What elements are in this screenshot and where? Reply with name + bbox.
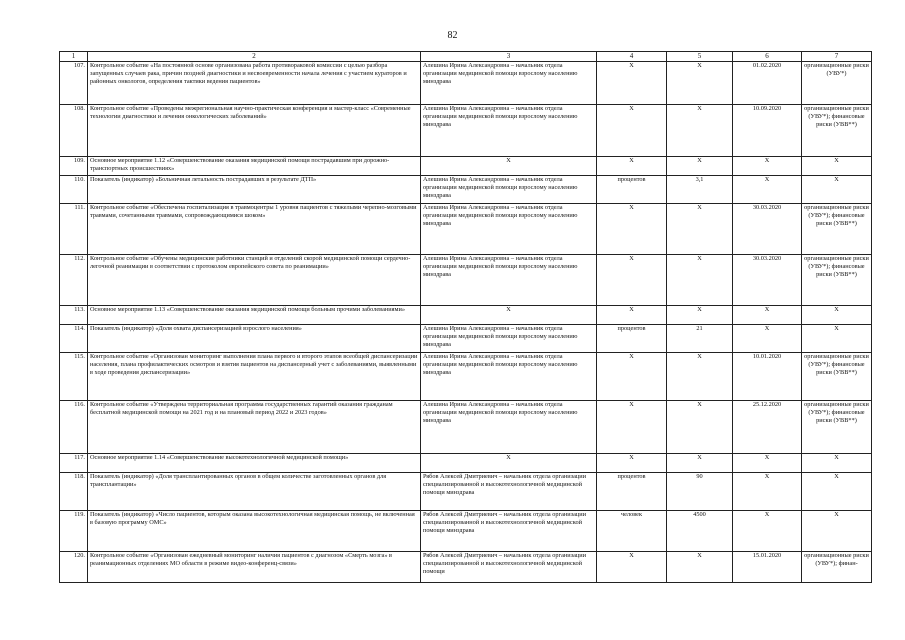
responsible: Рябов Алексей Дмитриевич – начальник отдела организации специализированной и высокотехнологичной медицинской помощи минздрава xyxy=(421,473,597,511)
responsible: Алешина Ирина Александровна – начальник отдела организации медицинской помощи взрослому населению минздрава xyxy=(421,353,597,401)
risk: X xyxy=(802,157,872,176)
date: 30.03.2020 xyxy=(733,255,802,306)
col-header: 6 xyxy=(733,52,802,62)
date: X xyxy=(733,454,802,473)
table-row xyxy=(60,306,872,325)
table-row xyxy=(60,176,872,204)
col-header: 5 xyxy=(667,52,733,62)
row-number: 119. xyxy=(60,511,88,552)
responsible: Алешина Ирина Александровна – начальник отдела организации медицинской помощи взрослому населению минздрава xyxy=(421,62,597,105)
unit: X xyxy=(597,552,667,583)
date: X xyxy=(733,473,802,511)
risk: X xyxy=(802,454,872,473)
row-number: 109. xyxy=(60,157,88,176)
risk: организационные риски (УВУ*); финансовые риски (УВВ**) xyxy=(802,353,872,401)
unit: процентов xyxy=(597,325,667,353)
table-row xyxy=(60,353,872,401)
row-number: 108. xyxy=(60,105,88,157)
row-number: 107. xyxy=(60,62,88,105)
risk: организационные риски (УВУ*); финан- xyxy=(802,552,872,583)
row-number: 110. xyxy=(60,176,88,204)
risk: организационные риски (УВУ*); финансовые риски (УВВ**) xyxy=(802,401,872,454)
risk: организационные риски (УВУ*); финансовые риски (УВВ**) xyxy=(802,204,872,255)
row-number: 111. xyxy=(60,204,88,255)
measures-table xyxy=(59,51,872,583)
row-number: 117. xyxy=(60,454,88,473)
unit: X xyxy=(597,105,667,157)
table-row xyxy=(60,552,872,583)
date: X xyxy=(733,157,802,176)
table-row xyxy=(60,325,872,353)
unit: X xyxy=(597,204,667,255)
responsible: Алешина Ирина Александровна – начальник отдела организации медицинской помощи взрослому населению минздрава xyxy=(421,255,597,306)
value: X xyxy=(667,204,733,255)
event-text: Контрольное событие «Организован ежедневный мониторинг наличия пациентов с диагнозом «Смерть мозга» в реанимационных отделениях МО области в режиме видео-конференц-связи» xyxy=(88,552,421,583)
event-text: Показатель (индикатор) «Доля охвата диспансеризацией взрослого населения» xyxy=(88,325,421,353)
event-text: Основное мероприятие 1.12 «Совершенствование оказания медицинской помощи пострадавшим при дорожно-транспортных происшествиях» xyxy=(88,157,421,176)
table-row xyxy=(60,454,872,473)
row-number: 118. xyxy=(60,473,88,511)
col-header: 1 xyxy=(60,52,88,62)
value: 3,1 xyxy=(667,176,733,204)
col-header: 7 xyxy=(802,52,872,62)
unit: X xyxy=(597,454,667,473)
table-row xyxy=(60,204,872,255)
table-row xyxy=(60,511,872,552)
event-text: Показатель (индикатор) «Число пациентов, которым оказана высокотехнологичная медицинская помощь, не включенная в базовую программу ОМС» xyxy=(88,511,421,552)
responsible: X xyxy=(421,157,597,176)
responsible: Алешина Ирина Александровна – начальник отдела организации медицинской помощи взрослому населению минздрава xyxy=(421,105,597,157)
responsible: Алешина Ирина Александровна – начальник отдела организации медицинской помощи взрослому населению минздрава xyxy=(421,401,597,454)
unit: X xyxy=(597,157,667,176)
responsible: Рябов Алексей Дмитриевич – начальник отдела организации специализированной и высокотехнологичной медицинской помощи xyxy=(421,552,597,583)
unit: процентов xyxy=(597,473,667,511)
row-number: 115. xyxy=(60,353,88,401)
date: 25.12.2020 xyxy=(733,401,802,454)
event-text: Контрольное событие «Обучены медицинские работники станций и отделений скорой медицинской помощи сердечно-легочной реанимации в соответствии с протоколом европейского совета по реанимации» xyxy=(88,255,421,306)
event-text: Контрольное событие «Утверждена территориальная программа государственных гарантий оказания гражданам бесплатной медицинской помощи на 2021 год и на плановый период 2022 и 2023 годов» xyxy=(88,401,421,454)
event-text: Контрольное событие «Проведены межрегиональная научно-практическая конференция и мастер-класс «Современные технологии диагностики и лечения онкологических заболеваний» xyxy=(88,105,421,157)
risk: X xyxy=(802,176,872,204)
responsible: X xyxy=(421,306,597,325)
unit: X xyxy=(597,306,667,325)
col-header: 2 xyxy=(88,52,421,62)
date: X xyxy=(733,325,802,353)
event-text: Контрольное событие «Организован мониторинг выполнения плана первого и второго этапов всеобщей диспансеризации населения, плана профилактических осмотров и взятия пациентов на диспансерный учет с заболеваниями, выявленными в ходе проведения диспансеризации» xyxy=(88,353,421,401)
unit: X xyxy=(597,62,667,105)
event-text: Контрольное событие «На постоянной основе организована работа противораковой комиссии с целью разбора запущенных случаев рака, причин поздней диагностики и несвоевременности начала лечения с участием кураторов и районных онкологов, определения тактики ведения пациентов» xyxy=(88,62,421,105)
date: X xyxy=(733,306,802,325)
value: 4500 xyxy=(667,511,733,552)
responsible: Рябов Алексей Дмитриевич – начальник отдела организации специализированной и высокотехнологичной медицинской помощи минздрава xyxy=(421,511,597,552)
unit: человек xyxy=(597,511,667,552)
table-row xyxy=(60,401,872,454)
table-row xyxy=(60,473,872,511)
unit: X xyxy=(597,401,667,454)
event-text: Показатель (индикатор) «Больничная летальность пострадавших в результате ДТП» xyxy=(88,176,421,204)
responsible: Алешина Ирина Александровна – начальник отдела организации медицинской помощи взрослому населению минздрава xyxy=(421,325,597,353)
unit: процентов xyxy=(597,176,667,204)
event-text: Показатель (индикатор) «Доля трансплантированных органов в общем количестве заготовленных органов для трансплантации» xyxy=(88,473,421,511)
date: 01.02.2020 xyxy=(733,62,802,105)
risk: X xyxy=(802,325,872,353)
value: X xyxy=(667,552,733,583)
row-number: 112. xyxy=(60,255,88,306)
event-text: Основное мероприятие 1.13 «Совершенствование оказания медицинской помощи больным прочими заболеваниями» xyxy=(88,306,421,325)
col-header: 4 xyxy=(597,52,667,62)
date: 10.01.2020 xyxy=(733,353,802,401)
date: 15.01.2020 xyxy=(733,552,802,583)
value: X xyxy=(667,255,733,306)
responsible: Алешина Ирина Александровна – начальник отдела организации медицинской помощи взрослому населению минздрава xyxy=(421,204,597,255)
value: X xyxy=(667,454,733,473)
unit: X xyxy=(597,255,667,306)
date: 30.03.2020 xyxy=(733,204,802,255)
value: 90 xyxy=(667,473,733,511)
risk: организационные риски (УВУ*) xyxy=(802,62,872,105)
risk: X xyxy=(802,511,872,552)
row-number: 114. xyxy=(60,325,88,353)
table-row xyxy=(60,157,872,176)
value: 21 xyxy=(667,325,733,353)
page-number: 82 xyxy=(447,30,458,41)
row-number: 120. xyxy=(60,552,88,583)
responsible: Алешина Ирина Александровна – начальник отдела организации медицинской помощи взрослому населению минздрава xyxy=(421,176,597,204)
row-number: 113. xyxy=(60,306,88,325)
risk: X xyxy=(802,473,872,511)
unit: X xyxy=(597,353,667,401)
value: X xyxy=(667,353,733,401)
value: X xyxy=(667,306,733,325)
risk: X xyxy=(802,306,872,325)
date: 10.09.2020 xyxy=(733,105,802,157)
value: X xyxy=(667,401,733,454)
risk: организационные риски (УВУ*); финансовые риски (УВВ**) xyxy=(802,105,872,157)
value: X xyxy=(667,105,733,157)
table-row xyxy=(60,62,872,105)
table-header-row xyxy=(60,52,872,62)
value: X xyxy=(667,157,733,176)
row-number: 116. xyxy=(60,401,88,454)
value: X xyxy=(667,62,733,105)
event-text: Основное мероприятие 1.14 «Совершенствование высокотехнологичной медицинской помощи» xyxy=(88,454,421,473)
risk: организационные риски (УВУ*); финансовые риски (УВВ**) xyxy=(802,255,872,306)
col-header: 3 xyxy=(421,52,597,62)
table-row xyxy=(60,105,872,157)
responsible: X xyxy=(421,454,597,473)
date: X xyxy=(733,176,802,204)
table-row xyxy=(60,255,872,306)
date: X xyxy=(733,511,802,552)
event-text: Контрольное событие «Обеспечена госпитализация в травмоцентры 1 уровня пациентов с тяжелыми черепно-мозговыми травмами, сочетанными травмами, сопровождающимися шоком» xyxy=(88,204,421,255)
